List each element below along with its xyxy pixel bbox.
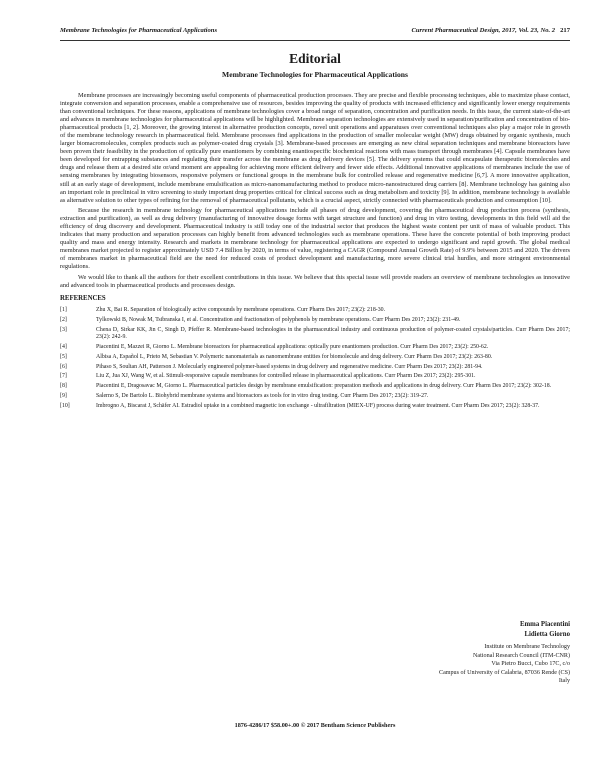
reference-item <box>60 344 570 351</box>
reference-item <box>60 393 570 400</box>
author-name: Emma Piacentini <box>519 621 570 628</box>
reference-number: [9] <box>60 392 67 399</box>
reference-item <box>60 383 570 390</box>
header-journal-info <box>411 27 570 34</box>
reference-text: Zhu X, Bai R. Separation of biologically active compounds by membrane operations. Curr Pharm Des 2017; 23(2): 218-30. <box>96 307 386 314</box>
header-journal-citation: Current Pharmaceutical Design, 2017, Vol. 23, No. 2 <box>411 27 556 34</box>
reference-text: Piacentini E, Mazzei R, Giorno L. Membrane bioreactors for pharmaceutical applications: optically pure enantiomers production. Curr Pharm Des 2017; 23(2): 250-62. <box>96 343 489 350</box>
affiliation-line: Campus of University of Calabria, 87036 Rende (CS) <box>439 669 570 676</box>
reference-item <box>60 327 570 342</box>
header-rule <box>60 40 570 41</box>
reference-number: [7] <box>60 373 67 380</box>
reference-item <box>60 354 570 361</box>
body-paragraph-1: Membrane processes are increasingly becoming useful components of pharmaceutical production processes. They are precise and flexible processing techniques, able to maximize phase contact, integrate conversion and separation processes, enable a comprehensive use of resources, besides improving the quality of products with increased efficiency and significantly lower energy requirements than conventional techniques. For these reasons, applications of membrane technologies cover a broad range of separation, concentration and purification needs. In this issue, the current state-of-the-art and advances in membrane technologies for pharmaceutical applications will be highlighted. Membrane separation technologies are extensively used in separation/purification and concentration of bio-pharmaceutical products [1, 2]. Moreover, the growing interest in alternative production concepts, novel unit operations and apparatuses over conventional techniques also play a major role in growth of the membrane technology research in pharmaceutical field. Membrane processes find applications in the production of smaller molecular weight (MW) drugs obtained by organic synthesis, much larger biomacromolecules, complex products such as polymer-coated drug crystals [3]. Membrane-based processes are emerging as new chiral separation techniques and membrane bioreactors have been proven their feasibility in the production of optically pure enantiomers by combining enantiospecific biochemical reactions with mass transport through membranes [4]. Capsule membranes have been developed for entrapping substances and regulating their transfer across the membrane as drug delivery devices [5]. The delivery systems that could encapsulate therapeutic biomolecules and drugs and release them at a desired site or/and moment are appealing for achieving more efficient delivery and fewer side effects. Additional innovative applications of membranes include the use of sensing membranes by integrating biosensors, responsive polymers or functional groups in the membrane bulk for controlled release and regenerative medicine [6,7]. A more innovative application, still at an early stage of development, include membrane emulsification as micro-nanomanufacturing method to produce micro-nanostructured drug carriers [8]. Membrane technology has gaining also an important role in preclinical in vitro screening to study important drug properties critical for clinical success such as drug metabolism and toxicity [9]. In addition, membrane technology is available as alternative solution to other types of refining for the removal of pharmaceutical pollutants, which is a crucial aspect, strictly connected with pharmaceuticals production and consumption [10]. <box>60 92 570 204</box>
body-paragraph-3: We would like to thank all the authors for their excellent contributions in this issue. We believe that this special issue will provide readers an overview of membrane technologies as innovative and advanced tools in pharmaceutical products and processes design. <box>60 274 570 290</box>
reference-number: [3] <box>60 326 67 333</box>
reference-number: [8] <box>60 383 67 390</box>
affiliation-line: Italy <box>558 678 570 685</box>
reference-number: [4] <box>60 343 67 350</box>
header-section-title: Membrane Technologies for Pharmaceutical Applications <box>60 27 218 34</box>
reference-text: Piacentini E, Dragosavac M, Giorno L. Pharmaceutical particles design by membrane emulsification: preparation methods and applications in drug delivery. Curr Pharm Des 2017; 23(2): 302-18. <box>96 383 552 390</box>
reference-text: Pihaso S, Soultan AH, Patterson J. Molecularly engineered polymer-based systems in drug delivery and regenerative medicine. Curr Pharm Des 2017; 23(2): 281-94. <box>96 363 483 370</box>
reference-number: [1] <box>60 307 67 314</box>
reference-item <box>60 317 570 324</box>
reference-number: [2] <box>60 316 67 323</box>
reference-item <box>60 364 570 371</box>
reference-item <box>60 373 570 380</box>
article-type-title: Editorial <box>289 51 341 66</box>
affiliation-line: National Research Council (ITM-CNR) <box>473 652 570 659</box>
article-title: Membrane Technologies for Pharmaceutical Applications <box>222 70 408 79</box>
affiliation-block <box>439 643 570 686</box>
body-paragraph-2: Because the research in membrane technology for pharmaceutical applications include all phases of drug development, covering the pharmaceutical drug production process (synthesis, extraction and purification), as well as drug delivery (manufacturing of innovative dosage forms with target structure and function) and drug in vitro testing, developments in this field will aid the efficiency of drug discovery and development. Pharmaceutical industry is still today one of the industrial sector that produces the highest waste content per unit of mass of valuable product. This indicates that many production and separation processes can highly benefit from advanced technologies such as membrane operations. These have the concrete potential of both improving product quality and mass and energy intensity. Research and markets in membrane technology for pharmaceutical applications are expected to undergo significant and rapid growth. The global medical membranes market projected to register approximately USD 7.4 Billion by 2020, in terms of value, registering a CAGR (Compound Annual Growth Rate) of 9.9% between 2015 and 2020. The drivers of membranes market in pharmaceutical field are the need for reduced costs of product development and manufacturing, more severe clinical trial hurdles, and more stringent environmental regulations. <box>60 207 570 271</box>
affiliation-line: Institute on Membrane Technology <box>484 644 570 650</box>
reference-item <box>60 403 570 410</box>
reference-text: Chena D, Sirkar KK, Jin C, Singh D, Pfeffer R. Membrane-based technologies in the pharmaceutical industry and continuous production of polymer-coated crystals/particles. Curr Pharm Des 2017; 23(2): 242-9. <box>96 326 570 341</box>
author-block <box>520 620 570 640</box>
reference-text: Liu Z, Jua XJ, Wang W, et al. Stimuli-responsive capsule membranes for controlled release in pharmaceutical applications. Curr Pharm Des 2017; 23(2): 295-301. <box>96 373 476 380</box>
references-list <box>60 307 570 410</box>
reference-text: Imbrogno A, Biscarat J, Schäfer AI. Estradiol uptake in a combined magnetic ion exchange - ultrafiltration (MIEX-UF) process during water treatment. Curr Pharm Des 2017; 23(2): 328-37. <box>96 402 540 409</box>
copyright-footer: 1876-4286/17 $58.00+.00 © 2017 Bentham Science Publishers <box>234 722 396 729</box>
reference-number: [5] <box>60 353 67 360</box>
reference-number: [6] <box>60 363 67 370</box>
running-header <box>60 27 570 39</box>
reference-number: [10] <box>60 402 70 409</box>
author-name: Lidietta Giorno <box>524 631 570 638</box>
affiliation-line: Via Pietro Bucci, Cubo 17C, c/o <box>491 661 570 668</box>
references-heading: REFERENCES <box>60 295 106 303</box>
reference-text: Tylkowski B, Nowak M, Tsibranska I, et al. Concentration and fractionation of polyphenols by membrane operations. Curr Pharm Des 2017; 23(2): 231-49. <box>96 316 461 323</box>
page-number: 217 <box>560 27 570 34</box>
reference-text: Salerno S, De Bartolo L. Biohybrid membrane systems and bioreactors as tools for in vitro drug testing. Curr Pharm Des 2017; 23(2): 319-27. <box>96 392 429 399</box>
article-body <box>60 92 570 413</box>
reference-text: Albisa A, Español L, Prieto M, Sebastian V. Polymeric nanomaterials as nanomembrane entities for biomolecule and drug delivery. Curr Pharm Des 2017; 23(2): 263-80. <box>96 353 493 360</box>
reference-item <box>60 307 570 314</box>
